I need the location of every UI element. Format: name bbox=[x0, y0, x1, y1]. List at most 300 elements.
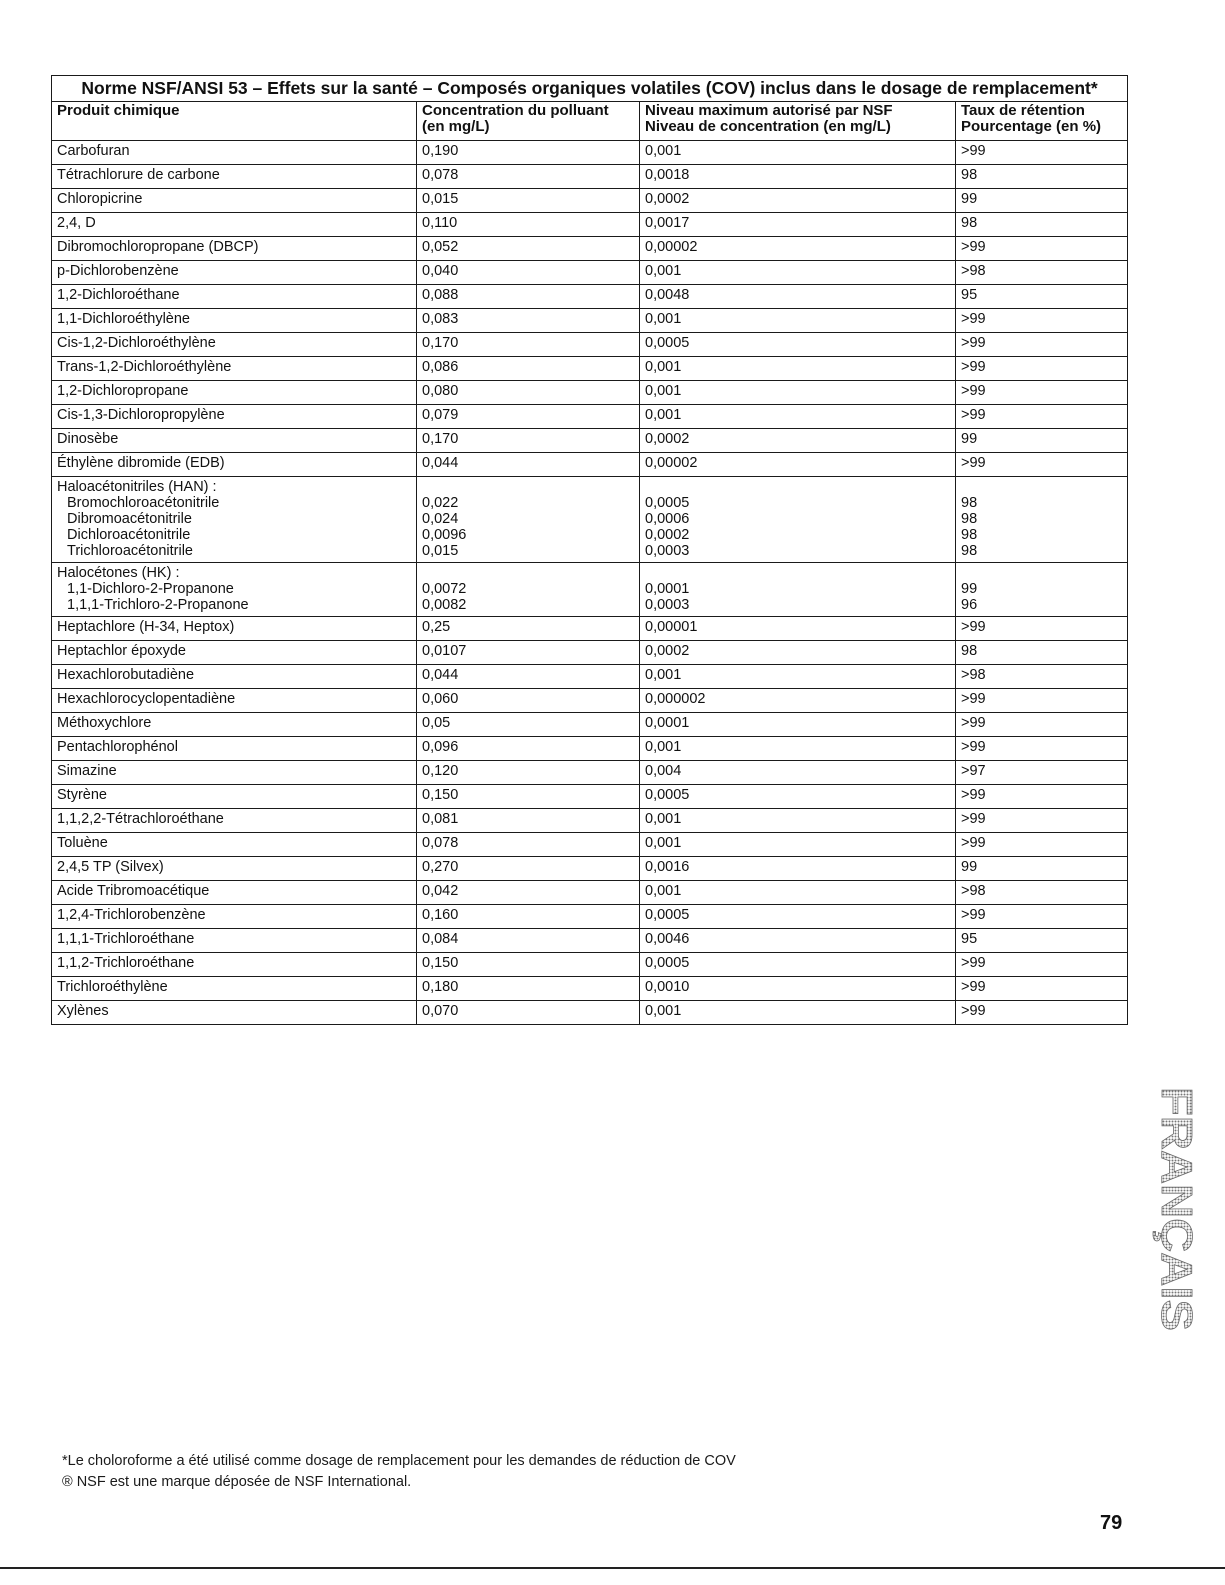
retention-rate-cell bbox=[956, 617, 1128, 641]
max-level-cell bbox=[640, 833, 956, 857]
table-row bbox=[52, 689, 1128, 713]
max-level-cell bbox=[640, 429, 956, 453]
chemical-name-cell bbox=[52, 333, 417, 357]
chemical-name-cell bbox=[52, 665, 417, 689]
concentration-cell bbox=[417, 333, 640, 357]
max-level-cell bbox=[640, 381, 956, 405]
cell-line: Hexachlorobutadiène bbox=[57, 667, 195, 683]
column-header-line: (en mg/L) bbox=[422, 118, 490, 135]
cell-line: >99 bbox=[961, 787, 986, 803]
cell-line: 1,2,4-Trichlorobenzène bbox=[57, 907, 206, 923]
cell-line: >99 bbox=[961, 955, 986, 971]
retention-rate-cell bbox=[956, 429, 1128, 453]
voc-table bbox=[51, 75, 1128, 1025]
language-side-label bbox=[1150, 1085, 1210, 1335]
column-header bbox=[956, 102, 1128, 141]
cell-line: 0,0096 bbox=[422, 527, 467, 543]
cell-line: 99 bbox=[961, 431, 978, 447]
concentration-cell bbox=[417, 857, 640, 881]
cell-line: 98 bbox=[961, 167, 978, 183]
cell-line: 1,1,1-Trichloro-2-Propanone bbox=[67, 597, 249, 613]
cell-line: 0,0005 bbox=[645, 335, 690, 351]
chemical-name-cell bbox=[52, 357, 417, 381]
cell-line: 99 bbox=[961, 191, 978, 207]
cell-line: Éthylène dibromide (EDB) bbox=[57, 455, 225, 471]
cell-line: >99 bbox=[961, 311, 986, 327]
chemical-name-cell bbox=[52, 285, 417, 309]
cell-line: >99 bbox=[961, 907, 986, 923]
max-level-cell bbox=[640, 617, 956, 641]
cell-line: Halocétones (HK) : bbox=[57, 565, 180, 581]
table-row bbox=[52, 857, 1128, 881]
cell-line: 0,180 bbox=[422, 979, 459, 995]
cell-line: 98 bbox=[961, 643, 978, 659]
cell-line: 0,0005 bbox=[645, 787, 690, 803]
max-level-cell bbox=[640, 881, 956, 905]
cell-line: 0,05 bbox=[422, 715, 451, 731]
table-row bbox=[52, 429, 1128, 453]
cell-line: Cis-1,3-Dichloropropylène bbox=[57, 407, 225, 423]
chemical-name-cell bbox=[52, 261, 417, 285]
max-level-cell bbox=[640, 309, 956, 333]
cell-line: 0,160 bbox=[422, 907, 459, 923]
table-row bbox=[52, 453, 1128, 477]
cell-line: >98 bbox=[961, 667, 986, 683]
chemical-name-cell bbox=[52, 309, 417, 333]
cell-line: 0,022 bbox=[422, 495, 459, 511]
max-level-cell bbox=[640, 929, 956, 953]
chemical-name-cell bbox=[52, 809, 417, 833]
chemical-name-cell bbox=[52, 141, 417, 165]
cell-line: 0,001 bbox=[645, 739, 682, 755]
cell-line: Heptachlore (H-34, Heptox) bbox=[57, 619, 235, 635]
cell-line bbox=[961, 565, 1123, 581]
concentration-cell bbox=[417, 357, 640, 381]
max-level-cell bbox=[640, 357, 956, 381]
cell-line: >99 bbox=[961, 811, 986, 827]
cell-line bbox=[422, 479, 635, 495]
cell-line: Dibromoacétonitrile bbox=[67, 511, 192, 527]
concentration-cell bbox=[417, 785, 640, 809]
cell-line: Trans-1,2-Dichloroéthylène bbox=[57, 359, 232, 375]
cell-line: >99 bbox=[961, 383, 986, 399]
max-level-cell bbox=[640, 1001, 956, 1025]
cell-line: Simazine bbox=[57, 763, 117, 779]
concentration-cell bbox=[417, 929, 640, 953]
cell-line: >99 bbox=[961, 335, 986, 351]
cell-line bbox=[961, 479, 1123, 495]
cell-line: 1,1,2,2-Tétrachloroéthane bbox=[57, 811, 224, 827]
table-row bbox=[52, 737, 1128, 761]
cell-line: Hexachlorocyclopentadiène bbox=[57, 691, 236, 707]
cell-line: >99 bbox=[961, 715, 986, 731]
chemical-name-cell bbox=[52, 761, 417, 785]
retention-rate-cell bbox=[956, 665, 1128, 689]
concentration-cell bbox=[417, 477, 640, 563]
retention-rate-cell bbox=[956, 713, 1128, 737]
cell-line: 0,015 bbox=[422, 543, 459, 559]
max-level-cell bbox=[640, 477, 956, 563]
chemical-name-cell bbox=[52, 953, 417, 977]
max-level-cell bbox=[640, 405, 956, 429]
column-header bbox=[52, 102, 417, 141]
retention-rate-cell bbox=[956, 381, 1128, 405]
concentration-cell bbox=[417, 737, 640, 761]
cell-line: >99 bbox=[961, 143, 986, 159]
cell-line: 98 bbox=[961, 511, 978, 527]
concentration-cell bbox=[417, 833, 640, 857]
footnote-trademark: ® NSF est une marque déposée de NSF International. bbox=[62, 1474, 412, 1490]
max-level-cell bbox=[640, 453, 956, 477]
cell-line: 1,1,2-Trichloroéthane bbox=[57, 955, 195, 971]
max-level-cell bbox=[640, 189, 956, 213]
cell-line: 0,078 bbox=[422, 167, 459, 183]
chemical-name-cell bbox=[52, 429, 417, 453]
max-level-cell bbox=[640, 237, 956, 261]
chemical-name-cell bbox=[52, 857, 417, 881]
retention-rate-cell bbox=[956, 809, 1128, 833]
cell-line: 0,0006 bbox=[645, 511, 690, 527]
concentration-cell bbox=[417, 713, 640, 737]
column-header-line: Produit chimique bbox=[57, 102, 180, 119]
cell-line: 0,270 bbox=[422, 859, 459, 875]
chemical-name-cell bbox=[52, 563, 417, 617]
table-row bbox=[52, 237, 1128, 261]
cell-line: >99 bbox=[961, 359, 986, 375]
cell-line: 0,0017 bbox=[645, 215, 690, 231]
cell-line: 98 bbox=[961, 527, 978, 543]
cell-line: 95 bbox=[961, 931, 978, 947]
cell-line: 1,1-Dichloroéthylène bbox=[57, 311, 190, 327]
cell-line: 0,044 bbox=[422, 667, 459, 683]
table-title: Norme NSF/ANSI 53 – Effets sur la santé – Composés organiques volatiles (COV) inclus dans le dosage de remplacement* bbox=[52, 76, 1128, 102]
max-level-cell bbox=[640, 977, 956, 1001]
concentration-cell bbox=[417, 953, 640, 977]
cell-line: 99 bbox=[961, 859, 978, 875]
cell-line: 0,0001 bbox=[645, 715, 690, 731]
cell-line: >99 bbox=[961, 979, 986, 995]
max-level-cell bbox=[640, 857, 956, 881]
table-row bbox=[52, 953, 1128, 977]
cell-line: 0,001 bbox=[645, 383, 682, 399]
chemical-name-cell bbox=[52, 641, 417, 665]
cell-line: 0,081 bbox=[422, 811, 459, 827]
cell-line: 0,001 bbox=[645, 835, 682, 851]
retention-rate-cell bbox=[956, 689, 1128, 713]
cell-line: 95 bbox=[961, 287, 978, 303]
cell-line: 0,0082 bbox=[422, 597, 467, 613]
chemical-name-cell bbox=[52, 477, 417, 563]
cell-line: 0,024 bbox=[422, 511, 459, 527]
cell-line: 0,042 bbox=[422, 883, 459, 899]
cell-line: 1,2-Dichloropropane bbox=[57, 383, 189, 399]
column-header-line: Concentration du polluant bbox=[422, 102, 609, 119]
cell-line: 0,001 bbox=[645, 359, 682, 375]
table-row bbox=[52, 641, 1128, 665]
max-level-cell bbox=[640, 809, 956, 833]
chemical-name-cell bbox=[52, 453, 417, 477]
concentration-cell bbox=[417, 213, 640, 237]
concentration-cell bbox=[417, 881, 640, 905]
retention-rate-cell bbox=[956, 237, 1128, 261]
retention-rate-cell bbox=[956, 285, 1128, 309]
cell-line: 0,001 bbox=[645, 143, 682, 159]
column-header bbox=[417, 102, 640, 141]
chemical-name-cell bbox=[52, 1001, 417, 1025]
max-level-cell bbox=[640, 953, 956, 977]
cell-line: 0,080 bbox=[422, 383, 459, 399]
page-number: 79 bbox=[1100, 1512, 1123, 1534]
chemical-name-cell bbox=[52, 617, 417, 641]
retention-rate-cell bbox=[956, 189, 1128, 213]
cell-line bbox=[422, 565, 635, 581]
concentration-cell bbox=[417, 761, 640, 785]
cell-line: 0,001 bbox=[645, 311, 682, 327]
table-row bbox=[52, 285, 1128, 309]
cell-line: 1,1,1-Trichloroéthane bbox=[57, 931, 195, 947]
cell-line: 99 bbox=[961, 581, 978, 597]
table-row bbox=[52, 761, 1128, 785]
cell-line: 0,0002 bbox=[645, 527, 690, 543]
cell-line: 2,4, D bbox=[57, 215, 96, 231]
chemical-name-cell bbox=[52, 905, 417, 929]
table-row bbox=[52, 261, 1128, 285]
table-row bbox=[52, 381, 1128, 405]
concentration-cell bbox=[417, 405, 640, 429]
retention-rate-cell bbox=[956, 453, 1128, 477]
max-level-cell bbox=[640, 761, 956, 785]
table-row bbox=[52, 833, 1128, 857]
cell-line: 0,110 bbox=[422, 215, 458, 231]
chemical-name-cell bbox=[52, 713, 417, 737]
cell-line: 0,0003 bbox=[645, 597, 690, 613]
max-level-cell bbox=[640, 689, 956, 713]
table-row bbox=[52, 809, 1128, 833]
footnote-surrogate: *Le choloroforme a été utilisé comme dosage de remplacement pour les demandes de réduction de COV bbox=[62, 1453, 736, 1469]
cell-line: 0,086 bbox=[422, 359, 459, 375]
table-row bbox=[52, 977, 1128, 1001]
retention-rate-cell bbox=[956, 761, 1128, 785]
cell-line: 0,0002 bbox=[645, 643, 690, 659]
cell-line: Heptachlor époxyde bbox=[57, 643, 186, 659]
cell-line: 0,052 bbox=[422, 239, 459, 255]
cell-line: Chloropicrine bbox=[57, 191, 143, 207]
cell-line: >99 bbox=[961, 407, 986, 423]
cell-line: 0,00001 bbox=[645, 619, 698, 635]
cell-line: Toluène bbox=[57, 835, 108, 851]
concentration-cell bbox=[417, 617, 640, 641]
concentration-cell bbox=[417, 261, 640, 285]
cell-line: 98 bbox=[961, 215, 978, 231]
cell-line: 0,170 bbox=[422, 335, 459, 351]
max-level-cell bbox=[640, 785, 956, 809]
retention-rate-cell bbox=[956, 977, 1128, 1001]
table-body bbox=[52, 141, 1128, 1025]
cell-line: 0,170 bbox=[422, 431, 459, 447]
concentration-cell bbox=[417, 977, 640, 1001]
cell-line: Tétrachlorure de carbone bbox=[57, 167, 220, 183]
cell-line: >99 bbox=[961, 1003, 986, 1019]
cell-line: 2,4,5 TP (Silvex) bbox=[57, 859, 164, 875]
concentration-cell bbox=[417, 381, 640, 405]
cell-line: 0,0107 bbox=[422, 643, 467, 659]
cell-line: 0,001 bbox=[645, 263, 682, 279]
cell-line: 0,0046 bbox=[645, 931, 690, 947]
table-row bbox=[52, 905, 1128, 929]
side-label-text: FRANÇAIS bbox=[1152, 1087, 1201, 1315]
cell-line: 0,0002 bbox=[645, 191, 690, 207]
retention-rate-cell bbox=[956, 953, 1128, 977]
concentration-cell bbox=[417, 665, 640, 689]
retention-rate-cell bbox=[956, 737, 1128, 761]
cell-line: 98 bbox=[961, 495, 978, 511]
cell-line: 0,084 bbox=[422, 931, 459, 947]
cell-line: Dinosèbe bbox=[57, 431, 119, 447]
cell-line: 0,040 bbox=[422, 263, 459, 279]
cell-line bbox=[645, 479, 951, 495]
column-header-line: Niveau maximum autorisé par NSF bbox=[645, 102, 893, 119]
concentration-cell bbox=[417, 905, 640, 929]
chemical-name-cell bbox=[52, 165, 417, 189]
concentration-cell bbox=[417, 689, 640, 713]
column-header bbox=[640, 102, 956, 141]
cell-line: 0,150 bbox=[422, 787, 459, 803]
cell-line: 0,000002 bbox=[645, 691, 706, 707]
max-level-cell bbox=[640, 333, 956, 357]
chemical-name-cell bbox=[52, 929, 417, 953]
concentration-cell bbox=[417, 563, 640, 617]
cell-line: 0,00002 bbox=[645, 239, 698, 255]
chemical-name-cell bbox=[52, 737, 417, 761]
cell-line: 0,060 bbox=[422, 691, 459, 707]
max-level-cell bbox=[640, 141, 956, 165]
cell-line: 0,083 bbox=[422, 311, 459, 327]
retention-rate-cell bbox=[956, 785, 1128, 809]
cell-line: Styrène bbox=[57, 787, 107, 803]
cell-line: 0,004 bbox=[645, 763, 682, 779]
cell-line: 0,001 bbox=[645, 407, 682, 423]
table-row bbox=[52, 563, 1128, 617]
cell-line: 0,079 bbox=[422, 407, 459, 423]
cell-line: 0,190 bbox=[422, 143, 459, 159]
cell-line: 0,150 bbox=[422, 955, 459, 971]
bottom-rule bbox=[0, 1567, 1225, 1569]
table-row bbox=[52, 189, 1128, 213]
retention-rate-cell bbox=[956, 333, 1128, 357]
max-level-cell bbox=[640, 285, 956, 309]
cell-line: Trichloroéthylène bbox=[57, 979, 168, 995]
retention-rate-cell bbox=[956, 563, 1128, 617]
cell-line: >97 bbox=[961, 763, 986, 779]
column-header-line: Niveau de concentration (en mg/L) bbox=[645, 118, 891, 135]
cell-line: Xylènes bbox=[57, 1003, 109, 1019]
table-row bbox=[52, 309, 1128, 333]
concentration-cell bbox=[417, 309, 640, 333]
concentration-cell bbox=[417, 809, 640, 833]
max-level-cell bbox=[640, 563, 956, 617]
cell-line: 0,0005 bbox=[645, 955, 690, 971]
cell-line: >99 bbox=[961, 739, 986, 755]
concentration-cell bbox=[417, 237, 640, 261]
max-level-cell bbox=[640, 261, 956, 285]
max-level-cell bbox=[640, 213, 956, 237]
chemical-name-cell bbox=[52, 689, 417, 713]
retention-rate-cell bbox=[956, 357, 1128, 381]
chemical-name-cell bbox=[52, 881, 417, 905]
concentration-cell bbox=[417, 453, 640, 477]
max-level-cell bbox=[640, 713, 956, 737]
table-row bbox=[52, 785, 1128, 809]
max-level-cell bbox=[640, 737, 956, 761]
chemical-name-cell bbox=[52, 785, 417, 809]
table-row bbox=[52, 333, 1128, 357]
cell-line: >99 bbox=[961, 455, 986, 471]
retention-rate-cell bbox=[956, 641, 1128, 665]
table-row bbox=[52, 713, 1128, 737]
chemical-name-cell bbox=[52, 833, 417, 857]
cell-line: 0,0005 bbox=[645, 495, 690, 511]
cell-line: >99 bbox=[961, 691, 986, 707]
cell-line: Acide Tribromoacétique bbox=[57, 883, 210, 899]
cell-line: Trichloroacétonitrile bbox=[67, 543, 193, 559]
cell-line: 0,001 bbox=[645, 1003, 682, 1019]
cell-line: 0,120 bbox=[422, 763, 459, 779]
cell-line: Méthoxychlore bbox=[57, 715, 152, 731]
table-row bbox=[52, 357, 1128, 381]
retention-rate-cell bbox=[956, 165, 1128, 189]
cell-line: 0,0002 bbox=[645, 431, 690, 447]
table-row bbox=[52, 881, 1128, 905]
cell-line: 1,1-Dichloro-2-Propanone bbox=[67, 581, 234, 597]
concentration-cell bbox=[417, 189, 640, 213]
cell-line: >99 bbox=[961, 239, 986, 255]
retention-rate-cell bbox=[956, 833, 1128, 857]
cell-line: >98 bbox=[961, 263, 986, 279]
cell-line: Pentachlorophénol bbox=[57, 739, 178, 755]
retention-rate-cell bbox=[956, 477, 1128, 563]
chemical-name-cell bbox=[52, 237, 417, 261]
cell-line: 0,096 bbox=[422, 739, 459, 755]
table-row bbox=[52, 141, 1128, 165]
table-row bbox=[52, 929, 1128, 953]
chemical-name-cell bbox=[52, 977, 417, 1001]
cell-line: 0,0016 bbox=[645, 859, 690, 875]
concentration-cell bbox=[417, 165, 640, 189]
cell-line: 0,0005 bbox=[645, 907, 690, 923]
retention-rate-cell bbox=[956, 1001, 1128, 1025]
cell-line bbox=[645, 565, 951, 581]
table-row bbox=[52, 1001, 1128, 1025]
cell-line: 0,044 bbox=[422, 455, 459, 471]
table-row bbox=[52, 213, 1128, 237]
cell-line: >99 bbox=[961, 619, 986, 635]
cell-line: Carbofuran bbox=[57, 143, 130, 159]
retention-rate-cell bbox=[956, 905, 1128, 929]
retention-rate-cell bbox=[956, 881, 1128, 905]
retention-rate-cell bbox=[956, 213, 1128, 237]
cell-line: >98 bbox=[961, 883, 986, 899]
table-row bbox=[52, 405, 1128, 429]
table-row bbox=[52, 665, 1128, 689]
cell-line: Dibromochloropropane (DBCP) bbox=[57, 239, 259, 255]
table-row bbox=[52, 617, 1128, 641]
cell-line: 0,00002 bbox=[645, 455, 698, 471]
cell-line: 0,0001 bbox=[645, 581, 690, 597]
cell-line: 0,001 bbox=[645, 883, 682, 899]
retention-rate-cell bbox=[956, 857, 1128, 881]
retention-rate-cell bbox=[956, 141, 1128, 165]
cell-line: 0,078 bbox=[422, 835, 459, 851]
